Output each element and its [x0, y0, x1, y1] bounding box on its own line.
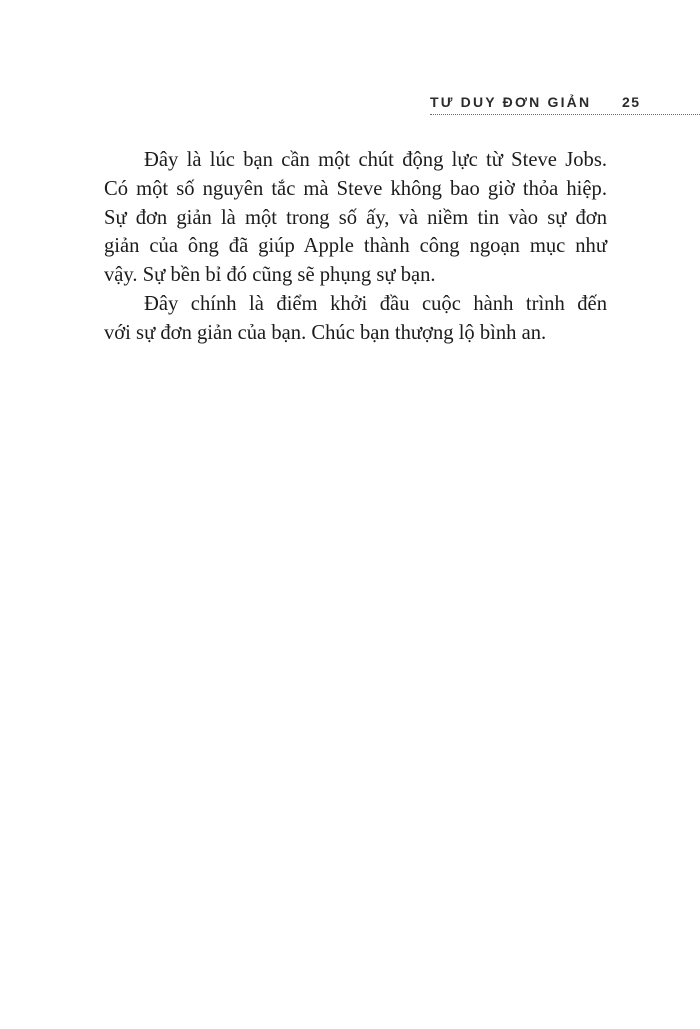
text-line: Có một số nguyên tắc mà Steve không bao giờ thỏa hiệp.	[104, 177, 607, 200]
running-header	[430, 92, 700, 115]
running-header-title: TƯ DUY ĐƠN GIẢN	[430, 94, 592, 110]
paragraph-2	[104, 290, 607, 348]
text-line: Đây chính là điểm khởi đầu cuộc hành trình đến	[144, 292, 607, 315]
text-line: vậy. Sự bền bỉ đó cũng sẽ phụng sự bạn.	[104, 264, 436, 287]
text-line: giản của ông đã giúp Apple thành công ngoạn mục như	[104, 235, 607, 258]
paragraph-1	[104, 146, 607, 290]
body-text	[104, 146, 607, 348]
text-line: với sự đơn giản của bạn. Chúc bạn thượng lộ bình an.	[104, 321, 547, 344]
page-number: 25	[622, 94, 641, 110]
text-line: Sự đơn giản là một trong số ấy, và niềm tin vào sự đơn	[104, 206, 607, 229]
text-line: Đây là lúc bạn cần một chút động lực từ Steve Jobs.	[144, 149, 607, 171]
